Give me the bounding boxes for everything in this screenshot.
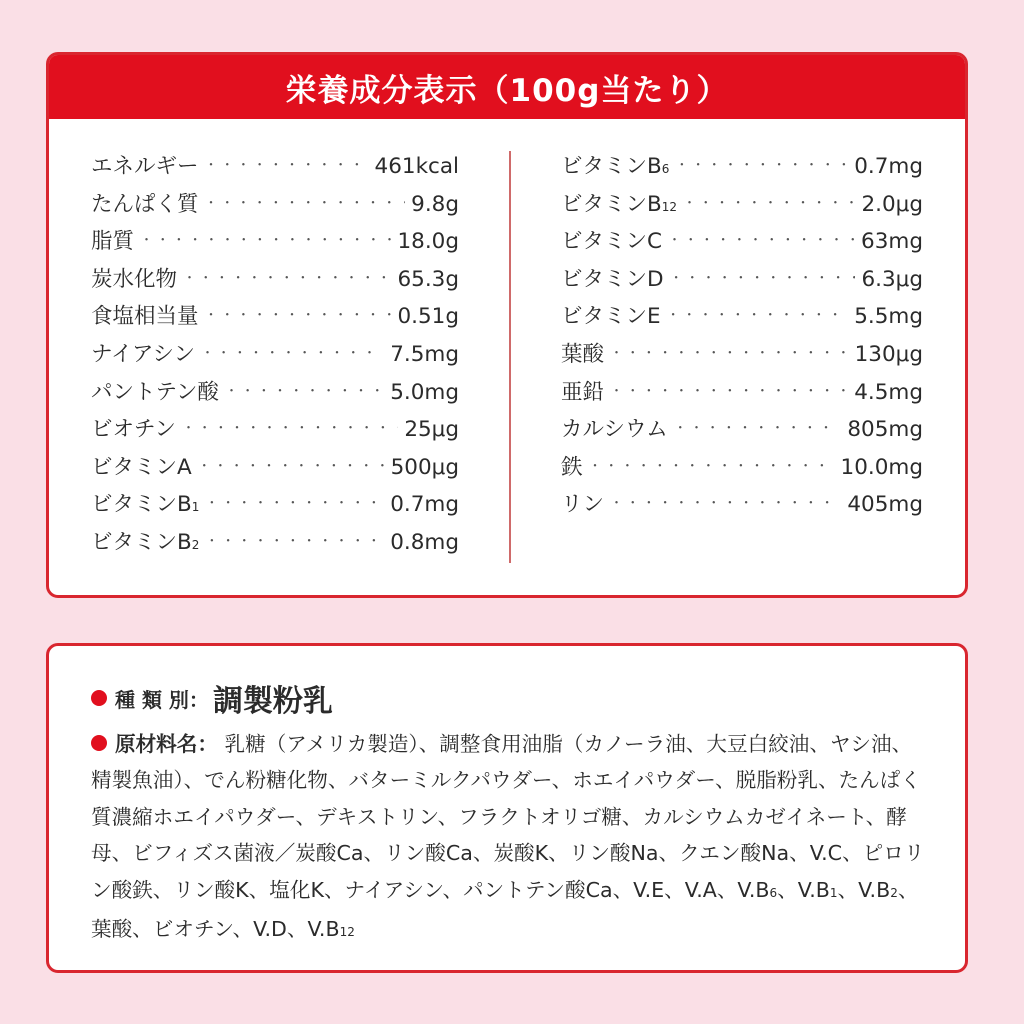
product-type-label: 種 類 別： [115,687,209,712]
dot-leader [205,530,384,549]
nutrient-value: 18.0g [397,229,459,255]
ingredients-subscript: 2 [890,885,898,900]
red-bullet-icon [91,735,107,751]
nutrition-facts-panel [46,52,968,598]
nutrient-row [91,337,459,375]
dot-leader [675,154,848,173]
dot-leader [201,342,384,361]
dot-leader [205,192,406,211]
nutrient-value: 63mg [861,229,923,255]
dot-leader [683,192,855,211]
nutrient-name [91,224,134,255]
nutrient-value: 461kcal [374,154,459,179]
nutrient-subscript: 2 [191,537,200,552]
nutrient-value: 130μg [854,341,923,367]
nutrient-name [561,299,661,330]
nutrient-name [91,525,199,556]
nutrient-value: 0.7mg [854,154,923,179]
nutrient-name [91,487,199,518]
nutrient-name-text: パントテン酸 [91,379,219,405]
nutrient-row [91,525,459,563]
nutrient-row [561,149,923,187]
dot-leader [670,267,856,286]
nutrient-name [91,262,177,293]
nutrient-name-text: ビオチン [91,417,176,443]
nutrient-name [561,487,604,518]
nutrient-name [561,262,664,293]
nutrient-value: 4.5mg [854,379,923,405]
nutrient-name [561,450,583,481]
dot-leader [610,380,848,399]
nutrient-value: 5.5mg [854,304,923,330]
nutrient-name [91,299,199,330]
nutrient-name-text: 脂質 [91,229,135,255]
nutrient-value: 5.0mg [390,379,459,405]
nutrient-value: 405mg [847,492,923,518]
nutrition-facts-title: 栄養成分表示（100g当たり） [49,55,965,119]
ingredients-segment: 、V.B [837,877,891,902]
nutrient-name [91,337,195,368]
nutrient-value: 10.0mg [840,454,923,480]
dot-leader [589,455,835,474]
ingredients-panel [46,643,968,973]
dot-leader [674,417,842,436]
nutrient-row [91,450,459,488]
nutrient-row [561,337,923,375]
dot-leader [668,229,855,248]
nutrient-row [561,375,923,413]
nutrient-name [561,149,669,180]
nutrient-row [561,450,923,488]
nutrient-row [91,187,459,225]
dot-leader [205,304,392,323]
ingredients-subscript: 1 [829,885,838,900]
nutrient-row [91,224,459,262]
dot-leader [205,492,384,511]
dot-leader [667,304,849,323]
product-type-line [91,676,925,720]
nutrient-value: 0.8mg [390,529,459,555]
nutrient-row [91,375,459,413]
nutrient-name-text: 亜鉛 [561,379,605,405]
nutrient-name [561,375,604,406]
nutrient-value: 65.3g [397,266,459,292]
nutrient-row [91,149,459,187]
nutrient-name-text: ビタミンB [91,492,192,518]
nutrient-name-text: カルシウム [561,417,668,443]
ingredients-segment: 、V.B [777,877,830,902]
ingredients-subscript: 12 [339,925,355,940]
nutrient-value: 9.8g [411,191,459,217]
nutrient-name [91,149,199,180]
ingredients-segment: 、葉酸、ビオチン、V.D、V.B [91,877,919,942]
nutrient-value: 0.7mg [390,492,459,518]
nutrient-row [561,299,923,337]
nutrient-name-text: ビタミンD [561,266,664,292]
ingredients-label: 原材料名： [115,732,218,756]
nutrition-right-column [561,149,923,525]
nutrient-row [91,487,459,525]
column-divider [509,151,511,563]
ingredients-body [49,646,965,950]
nutrient-value: 500μg [390,454,459,480]
nutrient-value: 805mg [847,417,923,443]
nutrient-name-text: たんぱく質 [91,191,199,217]
nutrient-row [561,187,923,225]
nutrient-value: 7.5mg [390,341,459,367]
nutrient-name [561,412,668,443]
nutrient-name [91,412,176,443]
nutrient-name-text: ビタミンB [91,529,192,555]
nutrient-value: 0.51g [397,304,459,330]
nutrient-name [561,187,677,218]
nutrient-name-text: エネルギー [91,154,199,179]
dot-leader [610,342,849,361]
nutrient-name-text: 葉酸 [561,341,605,367]
nutrient-subscript: 6 [661,162,670,176]
nutrient-row [91,262,459,300]
nutrient-name-text: ビタミンC [561,229,663,255]
nutrient-value: 2.0μg [861,191,923,217]
nutrient-value: 25μg [404,417,459,443]
dot-leader [610,492,841,511]
nutrient-name-text: ビタミンA [91,454,192,480]
dot-leader [140,229,391,248]
nutrient-name-text: ナイアシン [91,341,195,367]
ingredients-segment: 乳糖（アメリカ製造）、調整食用油脂（カノーラ油、大豆白絞油、ヤシ油、精製魚油）、でん粉糖化物、バターミルクパウダー、ホエイパウダー、脱脂粉乳、たんぱく質濃縮ホエイパウダー、デキストリン、フラクトオリゴ糖、カルシウムカゼイネート、酵母、ビフィズス菌液／炭酸Ca、リン酸Ca、炭酸K、リン酸Na、クエン酸Na、V.C、ピロリン酸鉄、リン酸K、塩化K、ナイアシン、パントテン酸Ca、V.E、V.A、V.B [91,732,925,902]
nutrient-name-text: ビタミンB [561,191,662,217]
dot-leader [182,417,398,436]
nutrient-value: 6.3μg [861,266,923,292]
nutrition-left-column [91,149,459,563]
nutrient-subscript: 12 [661,199,678,214]
nutrient-name-text: 鉄 [561,454,583,480]
dot-leader [225,380,384,399]
red-bullet-icon [91,690,107,706]
nutrient-row [561,487,923,525]
ingredients-text [91,726,925,950]
ingredients-subscript: 6 [769,885,778,900]
nutrient-name-text: 炭水化物 [91,266,178,292]
nutrient-name [91,450,192,481]
nutrient-row [561,224,923,262]
nutrient-row [91,412,459,450]
dot-leader [183,267,391,286]
nutrition-columns [49,119,965,595]
nutrient-name-text: ビタミンB [561,154,662,179]
dot-leader [205,154,369,173]
dot-leader [198,455,385,474]
nutrient-name [561,337,604,368]
nutrient-subscript: 1 [191,500,200,515]
nutrient-row [91,299,459,337]
product-type-value: 調製粉乳 [212,684,333,719]
nutrient-name-text: 食塩相当量 [91,304,199,330]
nutrient-name [91,375,219,406]
nutrient-name [561,224,662,255]
nutrient-row [561,412,923,450]
nutrient-name [91,187,199,218]
nutrient-name-text: リン [561,492,605,518]
nutrient-row [561,262,923,300]
nutrient-name-text: ビタミンE [561,304,661,330]
